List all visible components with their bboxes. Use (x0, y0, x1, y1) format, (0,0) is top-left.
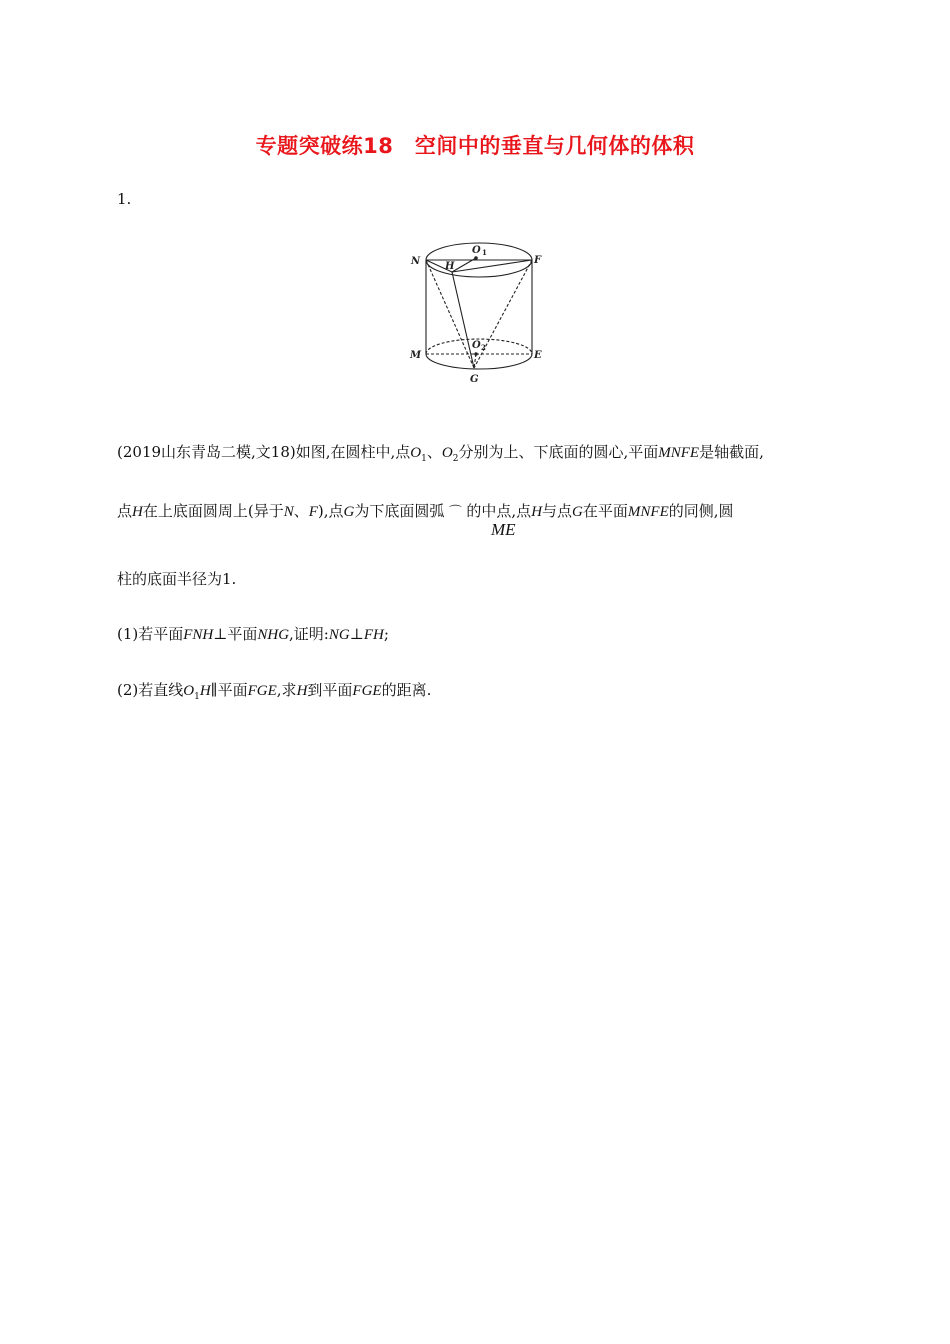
label-H: H (445, 261, 455, 272)
label-N: N (411, 256, 421, 267)
label-O2: O (472, 340, 481, 351)
arc-label: ME (491, 520, 516, 539)
label-M: M (410, 350, 422, 361)
problem-line-1: (2019山东青岛二模,文18)如图,在圆柱中,点$O_1$、$O_2$分别为上、下底面的圆心,平面MNFE是轴截面, (117, 443, 764, 464)
label-F: F (534, 255, 542, 266)
cylinder-figure (405, 236, 555, 394)
label-O1-sub: 1 (482, 248, 487, 257)
label-E: E (534, 350, 542, 361)
question-number: 1. (117, 190, 132, 208)
arc-symbol: ⌒ (448, 505, 462, 520)
part-2: (2)若直线$O_1H\parallel$平面FGE,求H到平面FGE的距离. (117, 681, 432, 702)
problem-line-3: 柱的底面半径为1. (117, 570, 237, 588)
label-G: G (470, 374, 479, 385)
problem-line-2: 点H在上底面圆周上(异于N、F),点G为下底面圆弧 ⌒ 的中点,点H与点G在平面MNFE的同侧,圆 (117, 502, 734, 520)
label-O1: O (472, 245, 481, 256)
part-1: (1)若平面FNH⊥平面NHG,证明:NG⊥FH; (117, 625, 389, 643)
label-O2-sub: 2 (481, 343, 486, 352)
page-title: 专题突破练18 空间中的垂直与几何体的体积 (255, 134, 695, 158)
